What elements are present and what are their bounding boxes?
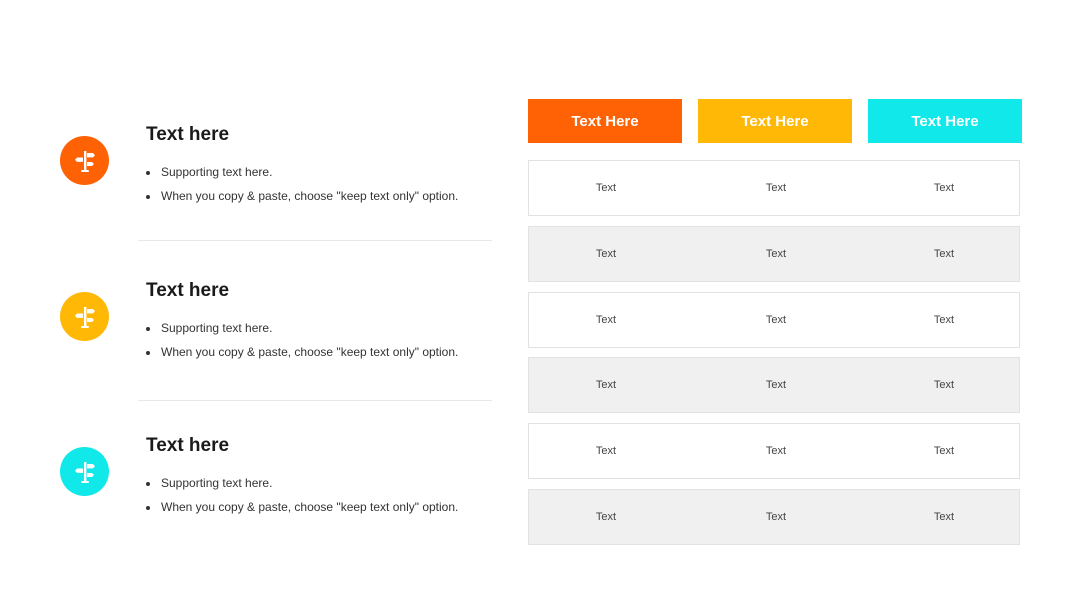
table-cell: Text <box>933 182 955 194</box>
table-cell: Text <box>595 314 617 326</box>
table-row <box>528 160 1020 216</box>
signpost-icon <box>60 136 109 185</box>
table-row <box>528 226 1020 282</box>
item-title: Text here <box>146 280 230 301</box>
bullet-list <box>146 164 458 212</box>
table-cell: Text <box>933 511 955 523</box>
table-cell: Text <box>765 314 787 326</box>
bullet-text: Supporting text here. <box>146 320 458 344</box>
bullet-list <box>146 475 458 523</box>
divider <box>138 240 492 241</box>
divider <box>138 400 492 401</box>
table-row <box>528 357 1020 413</box>
bullet-list <box>146 320 458 368</box>
table-header-orange: Text Here <box>528 99 682 143</box>
table-cell: Text <box>765 511 787 523</box>
bullet-text: When you copy & paste, choose "keep text only" option. <box>146 499 458 523</box>
signpost-icon <box>60 292 109 341</box>
table-row <box>528 292 1020 348</box>
table-cell: Text <box>765 379 787 391</box>
list-item <box>60 276 492 386</box>
table-cell: Text <box>595 379 617 391</box>
item-title: Text here <box>146 435 230 456</box>
table-row <box>528 489 1020 545</box>
table-cell: Text <box>595 511 617 523</box>
table-cell: Text <box>933 379 955 391</box>
list-item <box>60 431 492 541</box>
table-row <box>528 423 1020 479</box>
bullet-text: Supporting text here. <box>146 164 458 188</box>
table-cell: Text <box>765 248 787 260</box>
bullet-text: When you copy & paste, choose "keep text only" option. <box>146 344 458 368</box>
table-cell: Text <box>595 182 617 194</box>
table-cell: Text <box>765 182 787 194</box>
table-cell: Text <box>933 248 955 260</box>
table-header-yellow: Text Here <box>698 99 852 143</box>
table-cell: Text <box>765 445 787 457</box>
bullet-text: Supporting text here. <box>146 475 458 499</box>
item-title: Text here <box>146 124 230 145</box>
bullet-text: When you copy & paste, choose "keep text only" option. <box>146 188 458 212</box>
table-cell: Text <box>933 445 955 457</box>
table-header-cyan: Text Here <box>868 99 1022 143</box>
table-cell: Text <box>933 314 955 326</box>
list-item <box>60 120 492 230</box>
table-cell: Text <box>595 445 617 457</box>
signpost-icon <box>60 447 109 496</box>
table-cell: Text <box>595 248 617 260</box>
